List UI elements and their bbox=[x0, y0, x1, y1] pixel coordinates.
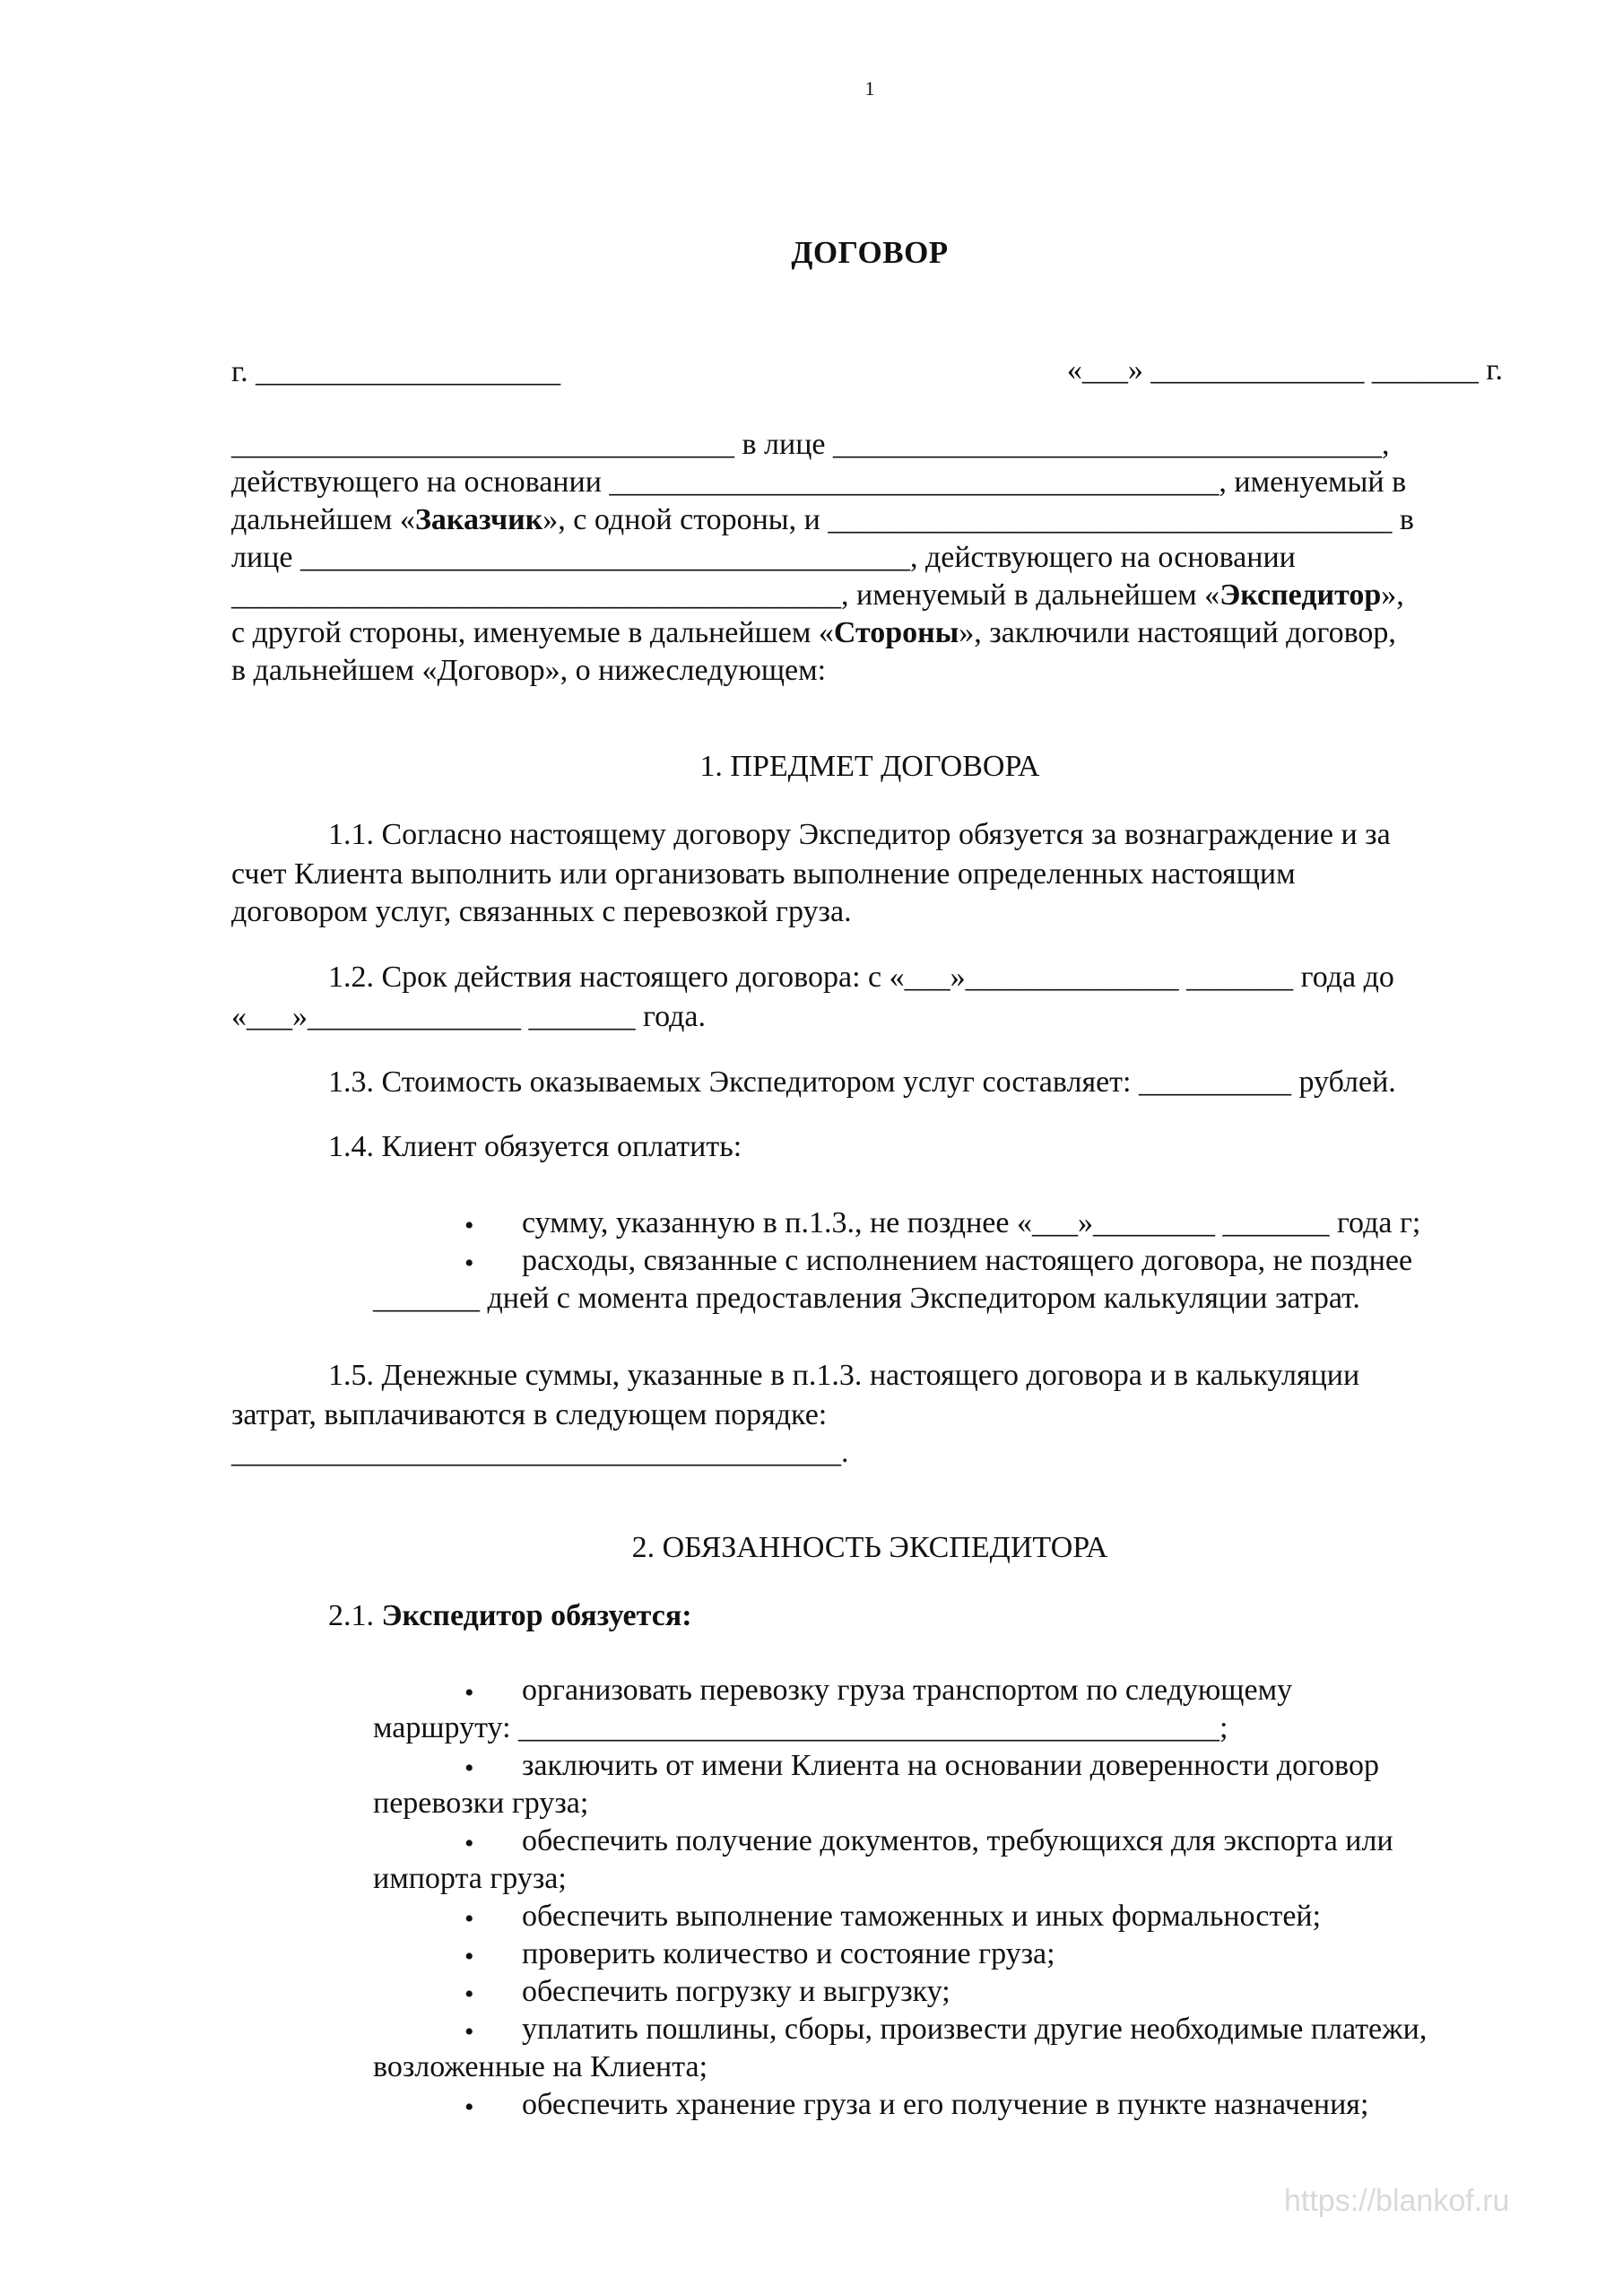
clause-1-4: 1.4. Клиент обязуется оплатить: bbox=[328, 1130, 742, 1163]
section-1-heading: 1. ПРЕДМЕТ ДОГОВОРА bbox=[699, 750, 1040, 783]
clause-1-3: 1.3. Стоимость оказываемых Экспедитором услуг составляет: __________ рублей. bbox=[328, 1065, 1396, 1099]
clause-1-1-line: договором услуг, связанных с перевозкой груза. bbox=[231, 895, 852, 928]
bullet-icon: • bbox=[464, 2092, 474, 2122]
bullet-icon: • bbox=[464, 1904, 474, 1934]
list-item: обеспечить хранение груза и его получение в пункте назначения; bbox=[522, 2088, 1369, 2121]
clause-1-2: 1.2. Срок действия настоящего договора: с «___»______________ _______ года до bbox=[328, 961, 1394, 994]
preamble-line: с другой стороны, именуемые в дальнейшем «Стороны», заключили настоящий договор, bbox=[231, 616, 1396, 649]
list-item: организовать перевозку груза транспортом по следующему bbox=[522, 1674, 1293, 1707]
list-item: проверить количество и состояние груза; bbox=[522, 1937, 1055, 1970]
preamble-line: _________________________________ в лице ____________________________________, bbox=[231, 428, 1390, 461]
bullet-icon: • bbox=[464, 1211, 474, 1240]
list-item: обеспечить получение документов, требующихся для экспорта или bbox=[522, 1824, 1393, 1857]
bullet-icon: • bbox=[464, 1678, 474, 1708]
list-item: уплатить пошлины, сборы, произвести другие необходимые платежи, bbox=[522, 2013, 1428, 2046]
section-2-heading: 2. ОБЯЗАННОСТЬ ЭКСПЕДИТОРА bbox=[631, 1531, 1108, 1564]
date-field: «___» ______________ _______ г. bbox=[1066, 353, 1503, 387]
clause-2-1: 2.1. Экспедитор обязуется: bbox=[328, 1599, 692, 1632]
preamble-line: дальнейшем «Заказчик», с одной стороны, и _____________________________________ в bbox=[231, 503, 1414, 536]
customer-term: Заказчик bbox=[414, 503, 543, 536]
clause-1-1: 1.1. Согласно настоящему договору Экспедитор обязуется за вознаграждение и за bbox=[328, 818, 1391, 851]
list-item-continuation: возложенные на Клиента; bbox=[373, 2050, 708, 2083]
list-item-continuation: импорта груза; bbox=[373, 1862, 567, 1895]
list-item: заключить от имени Клиента на основании доверенности договор bbox=[522, 1749, 1380, 1782]
bullet-icon: • bbox=[464, 1979, 474, 2009]
document-title: ДОГОВОР bbox=[791, 235, 949, 270]
list-item-continuation: перевозки груза; bbox=[373, 1787, 589, 1820]
list-item: расходы, связанные с исполнением настоящего договора, не позднее bbox=[522, 1244, 1413, 1277]
clause-2-1-bold: Экспедитор обязуется: bbox=[381, 1599, 692, 1632]
city-field: г. ____________________ bbox=[231, 355, 561, 388]
parties-term: Стороны bbox=[833, 616, 959, 649]
preamble-line: ________________________________________, именуемый в дальнейшем «Экспедитор», bbox=[231, 578, 1404, 612]
page-number: 1 bbox=[864, 77, 875, 100]
clause-1-5-line: затрат, выплачиваются в следующем порядке: bbox=[231, 1398, 828, 1431]
preamble-line: лице ________________________________________, действующего на основании bbox=[231, 541, 1296, 574]
clause-1-1-line: счет Клиента выполнить или организовать выполнение определенных настоящим bbox=[231, 857, 1296, 891]
clause-1-5-line: ________________________________________. bbox=[231, 1436, 849, 1469]
clause-1-5: 1.5. Денежные суммы, указанные в п.1.3. настоящего договора и в калькуляции bbox=[328, 1359, 1360, 1392]
watermark: https://blankof.ru bbox=[1284, 2184, 1510, 2218]
bullet-icon: • bbox=[464, 1829, 474, 1858]
bullet-icon: • bbox=[464, 1753, 474, 1783]
preamble-line: действующего на основании ________________________________________, именуемый в bbox=[231, 465, 1407, 499]
list-item: обеспечить погрузку и выгрузку; bbox=[522, 1975, 950, 2008]
bullet-icon: • bbox=[464, 2017, 474, 2047]
bullet-icon: • bbox=[464, 1942, 474, 1971]
list-item-continuation: _______ дней с момента предоставления Экспедитором калькуляции затрат. bbox=[373, 1282, 1360, 1315]
forwarder-term: Экспедитор bbox=[1219, 578, 1382, 612]
list-item: обеспечить выполнение таможенных и иных формальностей; bbox=[522, 1900, 1322, 1933]
list-item-continuation: маршруту: ______________________________________________; bbox=[373, 1711, 1228, 1744]
preamble-line: в дальнейшем «Договор», о нижеследующем: bbox=[231, 654, 827, 687]
clause-1-2-line: «___»______________ _______ года. bbox=[231, 1000, 707, 1033]
list-item: сумму, указанную в п.1.3., не позднее «___»________ _______ года г; bbox=[522, 1206, 1421, 1239]
bullet-icon: • bbox=[464, 1248, 474, 1278]
